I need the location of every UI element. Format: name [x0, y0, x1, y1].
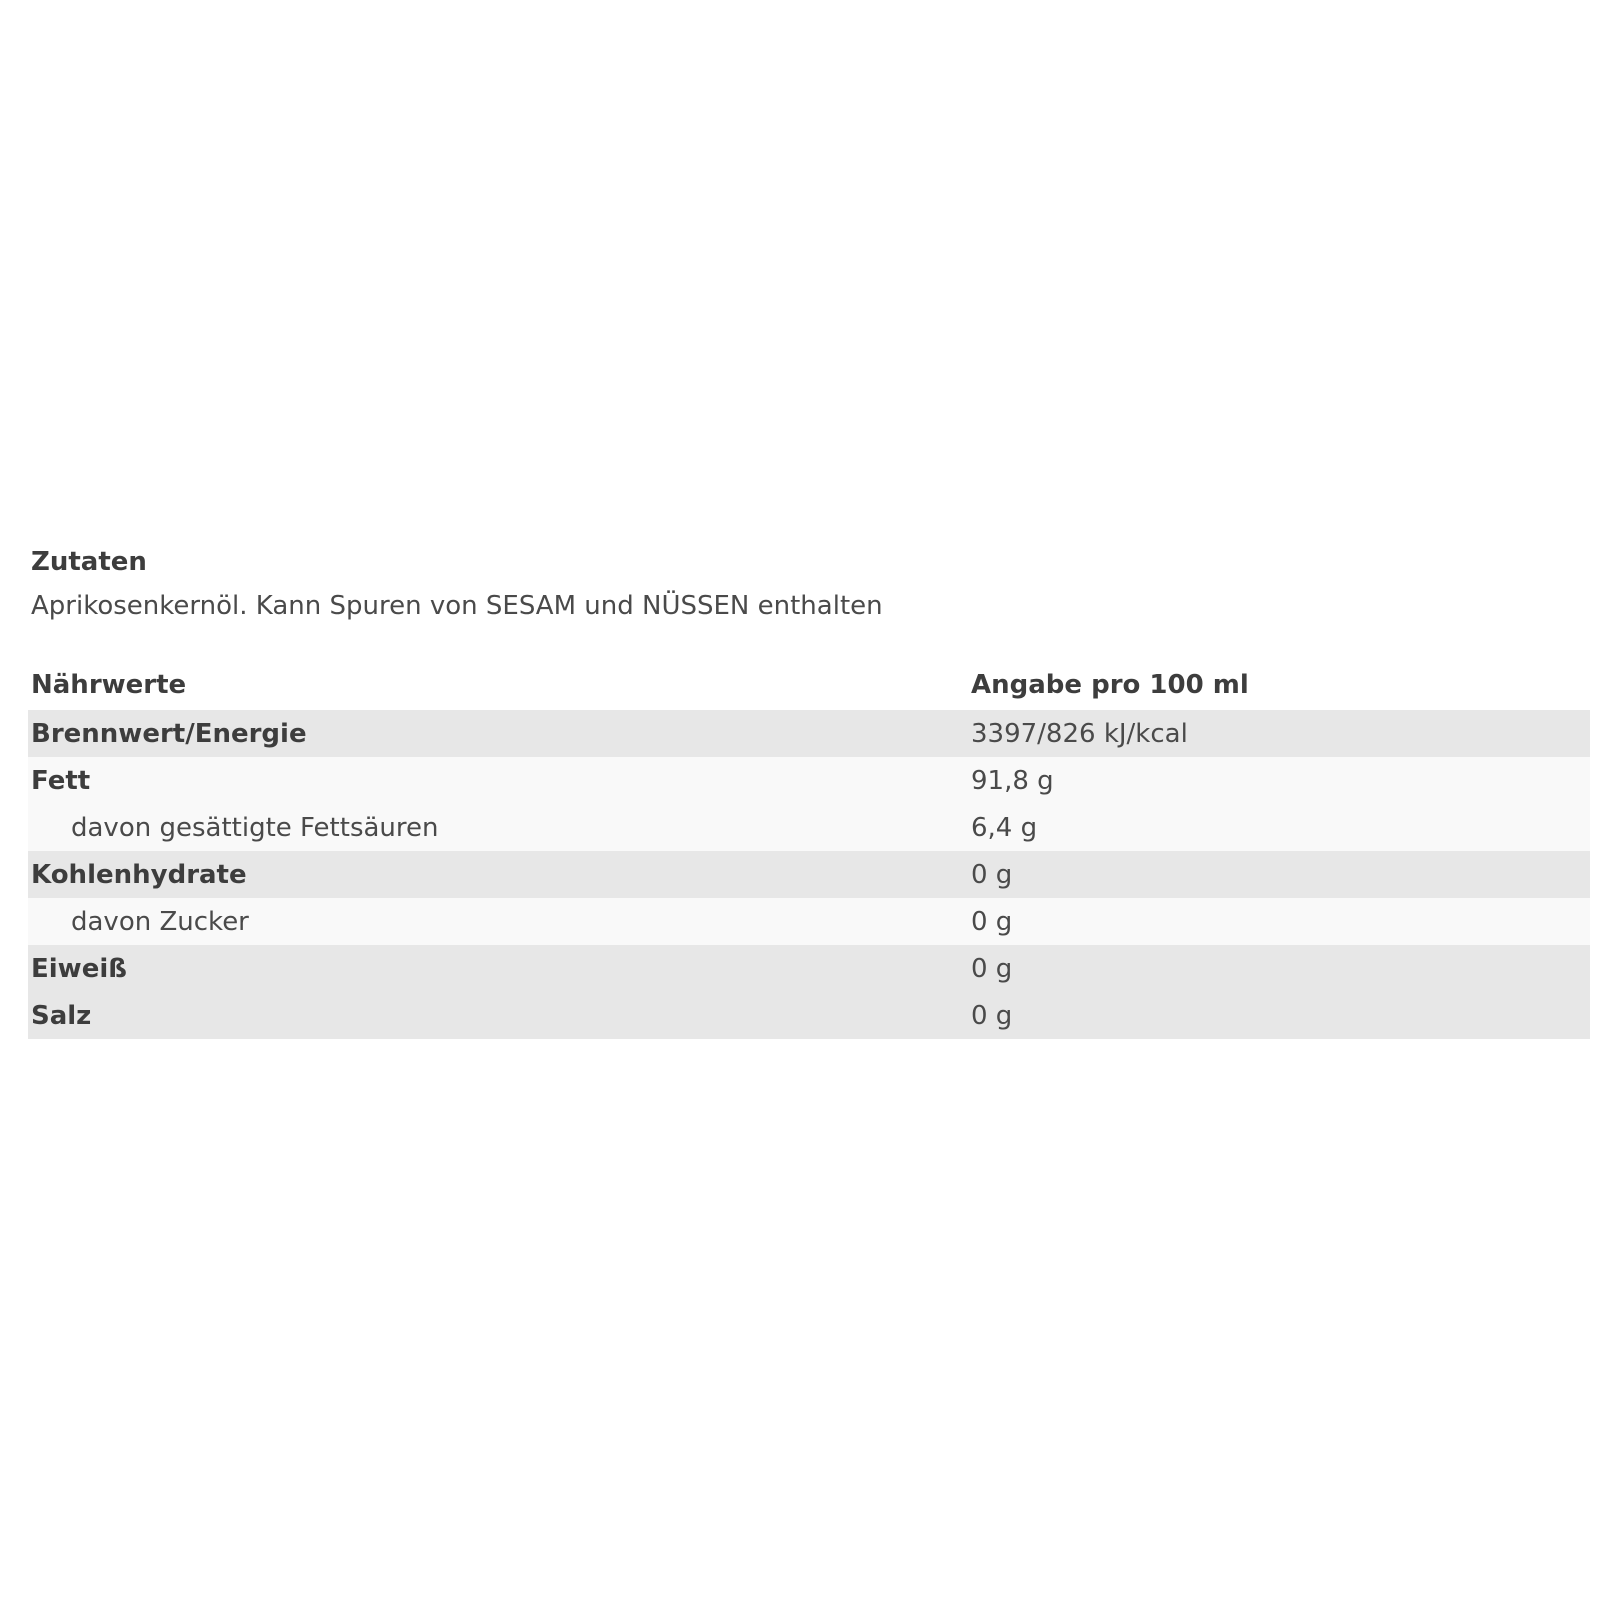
nutrition-header-row	[28, 668, 1590, 710]
nutrition-row-value: 91,8 g	[971, 765, 1054, 796]
nutrition-row-label: Eiweiß	[31, 953, 127, 984]
nutrition-row-protein	[28, 945, 1590, 992]
nutrition-row-value: 3397/826 kJ/kcal	[971, 718, 1188, 749]
nutrition-row-label: davon gesättigte Fettsäuren	[71, 812, 439, 843]
product-info-section	[28, 546, 1590, 1039]
nutrition-row-saturated-fat	[28, 804, 1590, 851]
nutrition-row-energy	[28, 710, 1590, 757]
nutrition-row-label: Brennwert/Energie	[31, 718, 307, 749]
ingredients-text: Aprikosenkernöl. Kann Spuren von SESAM und NÜSSEN enthalten	[31, 591, 883, 621]
nutrition-row-value: 0 g	[971, 1000, 1013, 1031]
nutrition-row-fat	[28, 757, 1590, 804]
nutrition-header-value: Angabe pro 100 ml	[971, 670, 1249, 700]
nutrition-row-sugar	[28, 898, 1590, 945]
nutrition-row-value: 0 g	[971, 953, 1013, 984]
nutrition-row-carbohydrates	[28, 851, 1590, 898]
nutrition-table	[28, 668, 1590, 1039]
nutrition-row-salt	[28, 992, 1590, 1039]
nutrition-row-label: Kohlenhydrate	[31, 859, 247, 890]
nutrition-row-value: 0 g	[971, 906, 1013, 937]
nutrition-row-label: Fett	[31, 765, 91, 796]
nutrition-header-name: Nährwerte	[31, 670, 187, 700]
nutrition-row-label: davon Zucker	[71, 906, 249, 937]
ingredients-title: Zutaten	[31, 547, 147, 577]
nutrition-row-label: Salz	[31, 1000, 92, 1031]
nutrition-row-value: 0 g	[971, 859, 1013, 890]
nutrition-row-value: 6,4 g	[971, 812, 1038, 843]
